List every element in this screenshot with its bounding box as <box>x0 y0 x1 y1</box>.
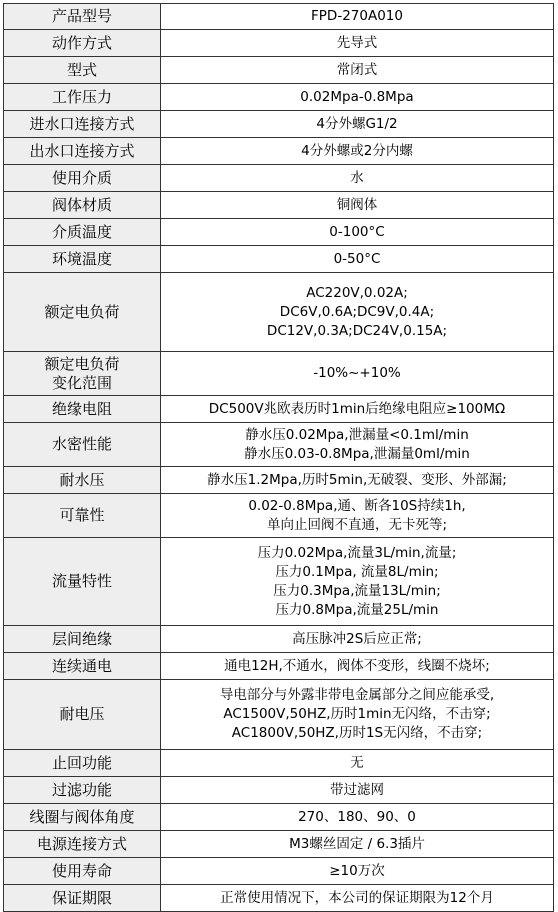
spec-row <box>4 750 554 777</box>
spec-label-cell <box>4 831 161 858</box>
spec-value-line: 压力0.02Mpa,流量3L/min,流量; <box>257 544 457 561</box>
spec-row <box>4 84 554 111</box>
spec-label-cell <box>4 885 161 912</box>
spec-value-cell <box>161 396 554 423</box>
spec-row <box>4 494 554 538</box>
spec-label-text: 绝缘电阻 <box>51 399 112 418</box>
spec-label-text: 耐电压 <box>59 705 105 723</box>
spec-label-text: 层间绝缘 <box>51 629 112 648</box>
spec-label-text: 可靠性 <box>59 506 105 524</box>
spec-value-line: 单向止回阀不直通，无卡死等; <box>266 516 448 533</box>
spec-row <box>4 4 554 30</box>
spec-label-text: 使用寿命 <box>51 861 112 880</box>
spec-label-text: 耐水压 <box>59 470 105 489</box>
spec-label-text: 工作压力 <box>51 87 112 106</box>
spec-value-cell <box>161 804 554 831</box>
spec-value-line: AC220V,0.02A; <box>306 284 408 301</box>
spec-row <box>4 246 554 273</box>
spec-label-text: 阀体材质 <box>51 195 112 214</box>
spec-label-cell <box>4 777 161 804</box>
spec-row <box>4 626 554 653</box>
spec-value-cell <box>161 885 554 912</box>
spec-value-line: AC1800V,50HZ,历时1S无闪络，不击穿; <box>231 725 483 741</box>
spec-value-line: 静水压0.03-0.8Mpa,泄漏量0ml/min <box>244 445 470 462</box>
spec-label-text: 介质温度 <box>51 222 112 241</box>
spec-label-cell <box>4 111 161 138</box>
spec-label-cell <box>4 750 161 777</box>
spec-value-line: 高压脉冲2S后应正常; <box>292 630 422 647</box>
spec-label-cell <box>4 467 161 494</box>
spec-row <box>4 273 554 352</box>
spec-label-cell <box>4 626 161 653</box>
spec-value-line: -10%~+10% <box>313 365 401 381</box>
spec-value-line: 270、180、90、0 <box>298 808 416 825</box>
spec-value-line: DC12V,0.3A;DC24V,0.15A; <box>266 322 448 339</box>
spec-row <box>4 57 554 84</box>
spec-value-cell <box>161 653 554 680</box>
spec-label-text: 进水口连接方式 <box>29 114 135 133</box>
spec-value-line: 带过滤网 <box>330 781 384 798</box>
spec-value-cell <box>161 777 554 804</box>
spec-value-cell <box>161 494 554 538</box>
spec-value-cell <box>161 538 554 626</box>
spec-label-text: 止回功能 <box>51 753 112 772</box>
spec-label-cell <box>4 538 161 626</box>
spec-label-cell <box>4 680 161 750</box>
spec-row <box>4 423 554 467</box>
spec-value-cell <box>161 273 554 352</box>
spec-label-cell <box>4 84 161 111</box>
spec-label-text: 线圈与阀体角度 <box>29 807 135 826</box>
spec-label-text: 水密性能 <box>51 435 112 453</box>
spec-row <box>4 396 554 423</box>
spec-value-line: 压力0.8Mpa,流量25L/min <box>275 601 439 618</box>
spec-label-cell <box>4 4 161 30</box>
spec-value-cell <box>161 423 554 467</box>
spec-value-cell <box>161 680 554 750</box>
spec-table <box>3 3 554 912</box>
spec-value-line: 静水压0.02Mpa,泄漏量<0.1ml/min <box>245 426 469 443</box>
spec-value-line: 压力0.1Mpa, 流量8L/min; <box>275 563 439 580</box>
spec-row <box>4 111 554 138</box>
spec-row <box>4 885 554 912</box>
spec-row <box>4 858 554 885</box>
spec-value-cell <box>161 4 554 30</box>
spec-value-cell <box>161 165 554 192</box>
spec-row <box>4 192 554 219</box>
spec-value-line: ≥10万次 <box>329 862 385 879</box>
spec-value-line: 4分外螺或2分内螺 <box>301 142 413 159</box>
spec-row <box>4 352 554 396</box>
spec-row <box>4 680 554 750</box>
spec-row <box>4 138 554 165</box>
spec-label-text: 环境温度 <box>51 249 112 268</box>
spec-value-line: 无 <box>350 754 364 771</box>
spec-label-cell <box>4 423 161 467</box>
spec-value-line: M3螺丝固定 / 6.3插片 <box>289 835 425 852</box>
spec-row <box>4 219 554 246</box>
spec-label-text: 过滤功能 <box>51 780 112 799</box>
spec-value-cell <box>161 352 554 396</box>
spec-value-line: 4分外螺G1/2 <box>316 115 398 132</box>
spec-value-line: 铜阀体 <box>336 196 378 213</box>
spec-row <box>4 165 554 192</box>
spec-value-cell <box>161 30 554 57</box>
spec-row <box>4 467 554 494</box>
spec-value-line: 常闭式 <box>336 61 378 78</box>
spec-row <box>4 538 554 626</box>
spec-value-cell <box>161 192 554 219</box>
spec-table-body <box>4 4 554 912</box>
spec-label-cell <box>4 165 161 192</box>
spec-value-cell <box>161 138 554 165</box>
spec-value-line: 正常使用情况下，本公司的保证期限为12个月 <box>220 889 494 906</box>
spec-value-line: 水 <box>350 169 364 186</box>
spec-value-cell <box>161 219 554 246</box>
spec-value-cell <box>161 831 554 858</box>
spec-value-cell <box>161 246 554 273</box>
spec-label-text: 产品型号 <box>51 7 112 25</box>
spec-label-text: 使用介质 <box>51 168 112 187</box>
spec-label-cell <box>4 57 161 84</box>
spec-row <box>4 653 554 680</box>
spec-value-line: 0-50°C <box>333 250 381 267</box>
spec-label-cell <box>4 138 161 165</box>
spec-value-line: DC6V,0.6A;DC9V,0.4A; <box>279 303 435 320</box>
spec-value-line: 先导式 <box>336 34 378 51</box>
spec-value-cell <box>161 467 554 494</box>
spec-value-line: 压力0.3Mpa,流量13L/min; <box>273 582 441 599</box>
spec-value-line: DC500V兆欧表历时1min后绝缘电阻应≥100MΩ <box>208 400 506 417</box>
spec-label-text: 保证期限 <box>51 888 112 907</box>
spec-value-cell <box>161 57 554 84</box>
spec-label-text: 出水口连接方式 <box>29 141 135 160</box>
spec-value-line: 导电部分与外露非带电金属部分之间应能承受, <box>219 687 495 703</box>
spec-label-text: 额定电负荷 <box>44 354 120 373</box>
spec-value-cell <box>161 858 554 885</box>
spec-label-text: 动作方式 <box>51 33 112 52</box>
spec-label-cell <box>4 192 161 219</box>
spec-value-cell <box>161 750 554 777</box>
spec-label-cell <box>4 219 161 246</box>
spec-value-line: 静水压1.2Mpa,历时5min,无破裂、变形、外部漏; <box>207 471 507 488</box>
spec-label-cell <box>4 858 161 885</box>
spec-value-line: 0.02Mpa-0.8Mpa <box>300 88 414 105</box>
spec-label-cell <box>4 653 161 680</box>
spec-label-cell <box>4 246 161 273</box>
spec-value-line: 0.02-0.8Mpa,通、断各10S持续1h, <box>248 497 466 514</box>
spec-label-cell <box>4 30 161 57</box>
spec-value-line: 通电12H,不通水，阀体不变形，线圈不烧坏; <box>224 657 490 674</box>
spec-label-text: 型式 <box>66 60 97 79</box>
spec-value-cell <box>161 84 554 111</box>
spec-label-text: 额定电负荷 <box>44 302 120 321</box>
spec-label-cell <box>4 494 161 538</box>
spec-row <box>4 804 554 831</box>
spec-value-cell <box>161 111 554 138</box>
spec-label-cell <box>4 273 161 352</box>
spec-row <box>4 30 554 57</box>
spec-row <box>4 831 554 858</box>
spec-value-line: FPD-270A010 <box>311 8 403 24</box>
spec-label-text: 连续通电 <box>51 656 112 675</box>
spec-value-line: 0-100°C <box>329 223 385 240</box>
spec-value-cell <box>161 626 554 653</box>
spec-label-cell <box>4 804 161 831</box>
spec-label-text: 变化范围 <box>51 373 112 392</box>
spec-label-cell <box>4 396 161 423</box>
spec-label-text: 流量特性 <box>51 572 112 590</box>
spec-row <box>4 777 554 804</box>
spec-value-line: AC1500V,50HZ,历时1min无闪络，不击穿; <box>223 706 491 722</box>
spec-label-cell <box>4 352 161 396</box>
spec-label-text: 电源连接方式 <box>36 834 127 853</box>
